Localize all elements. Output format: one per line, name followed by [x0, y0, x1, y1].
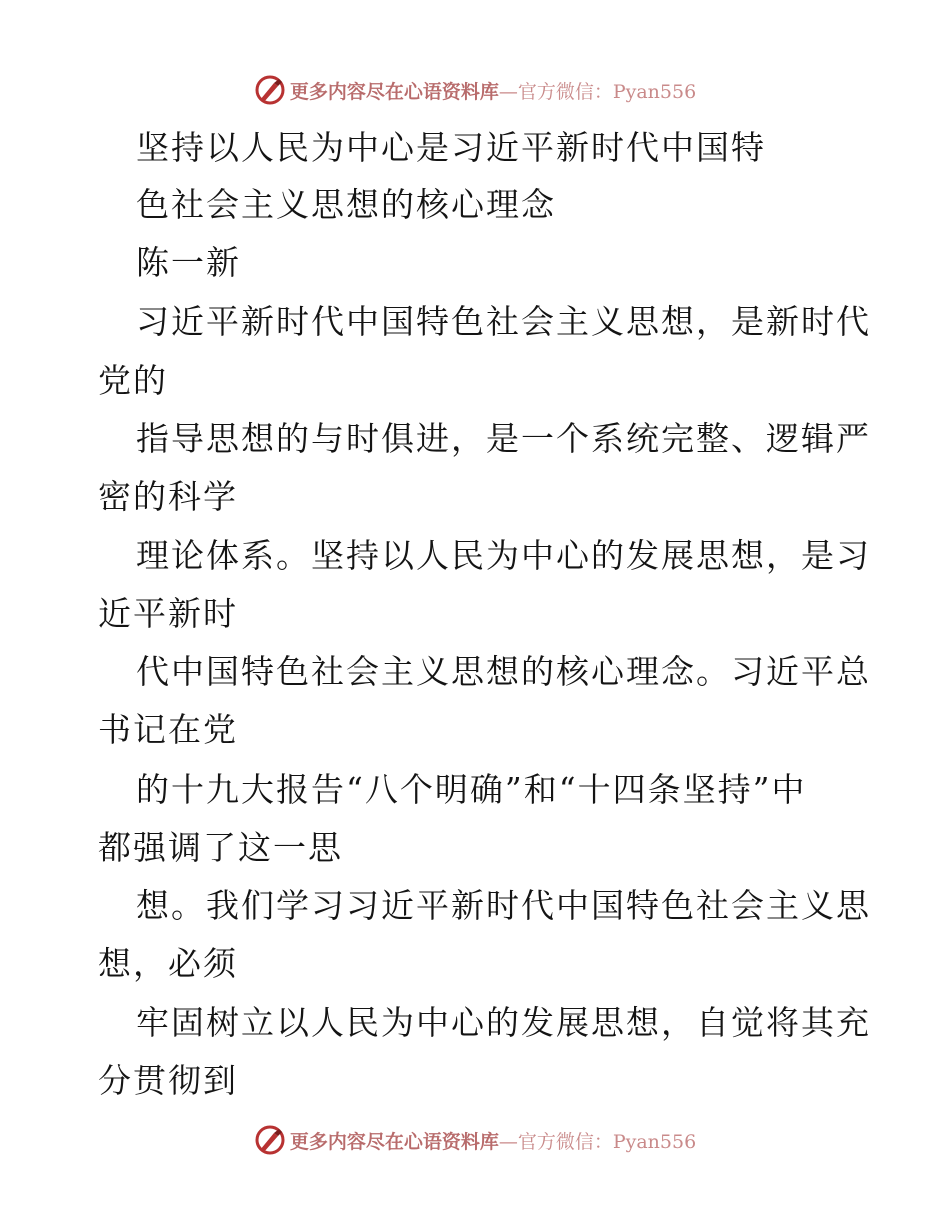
- body-line: 指导思想的与时俱进，是一个系统完整、逻辑严: [136, 419, 871, 458]
- body-line: 分贯彻到: [98, 1061, 238, 1100]
- body-line: 牢固树立以人民为中心的发展思想，自觉将其充: [136, 1003, 871, 1042]
- body-line: 书记在党: [98, 710, 238, 749]
- body-line: 想。我们学习习近平新时代中国特色社会主义思: [136, 886, 871, 925]
- body-line: 想，必须: [98, 944, 238, 983]
- footer-banner-text: [290, 1127, 696, 1154]
- body-line: 近平新时: [98, 594, 238, 633]
- footer-separator: —: [498, 1130, 518, 1153]
- body-line: 都强调了这一思: [98, 828, 343, 867]
- document-title-line-2: 色社会主义思想的核心理念: [136, 185, 556, 224]
- body-line: 的十九大报告“八个明确”和“十四条坚持”中: [136, 770, 807, 809]
- document-author: 陈一新: [136, 243, 241, 282]
- body-line: 密的科学: [98, 477, 238, 516]
- header-contact-text: 官方微信：Pyan556: [517, 80, 697, 103]
- body-line: 党的: [98, 361, 168, 400]
- header-brand-text: 更多内容尽在心语资料库: [289, 80, 499, 103]
- footer-contact-text: 官方微信：Pyan556: [517, 1130, 697, 1153]
- footer-banner: [0, 1120, 950, 1160]
- header-separator: —: [498, 80, 518, 103]
- body-line: 代中国特色社会主义思想的核心理念。习近平总: [136, 652, 871, 691]
- footer-brand-text: 更多内容尽在心语资料库: [289, 1130, 499, 1153]
- body-line: 理论体系。坚持以人民为中心的发展思想，是习: [136, 536, 871, 575]
- body-line: 习近平新时代中国特色社会主义思想，是新时代: [136, 302, 871, 341]
- document-title-line-1: 坚持以人民为中心是习近平新时代中国特: [136, 128, 766, 167]
- pen-logo-icon: [254, 1124, 286, 1156]
